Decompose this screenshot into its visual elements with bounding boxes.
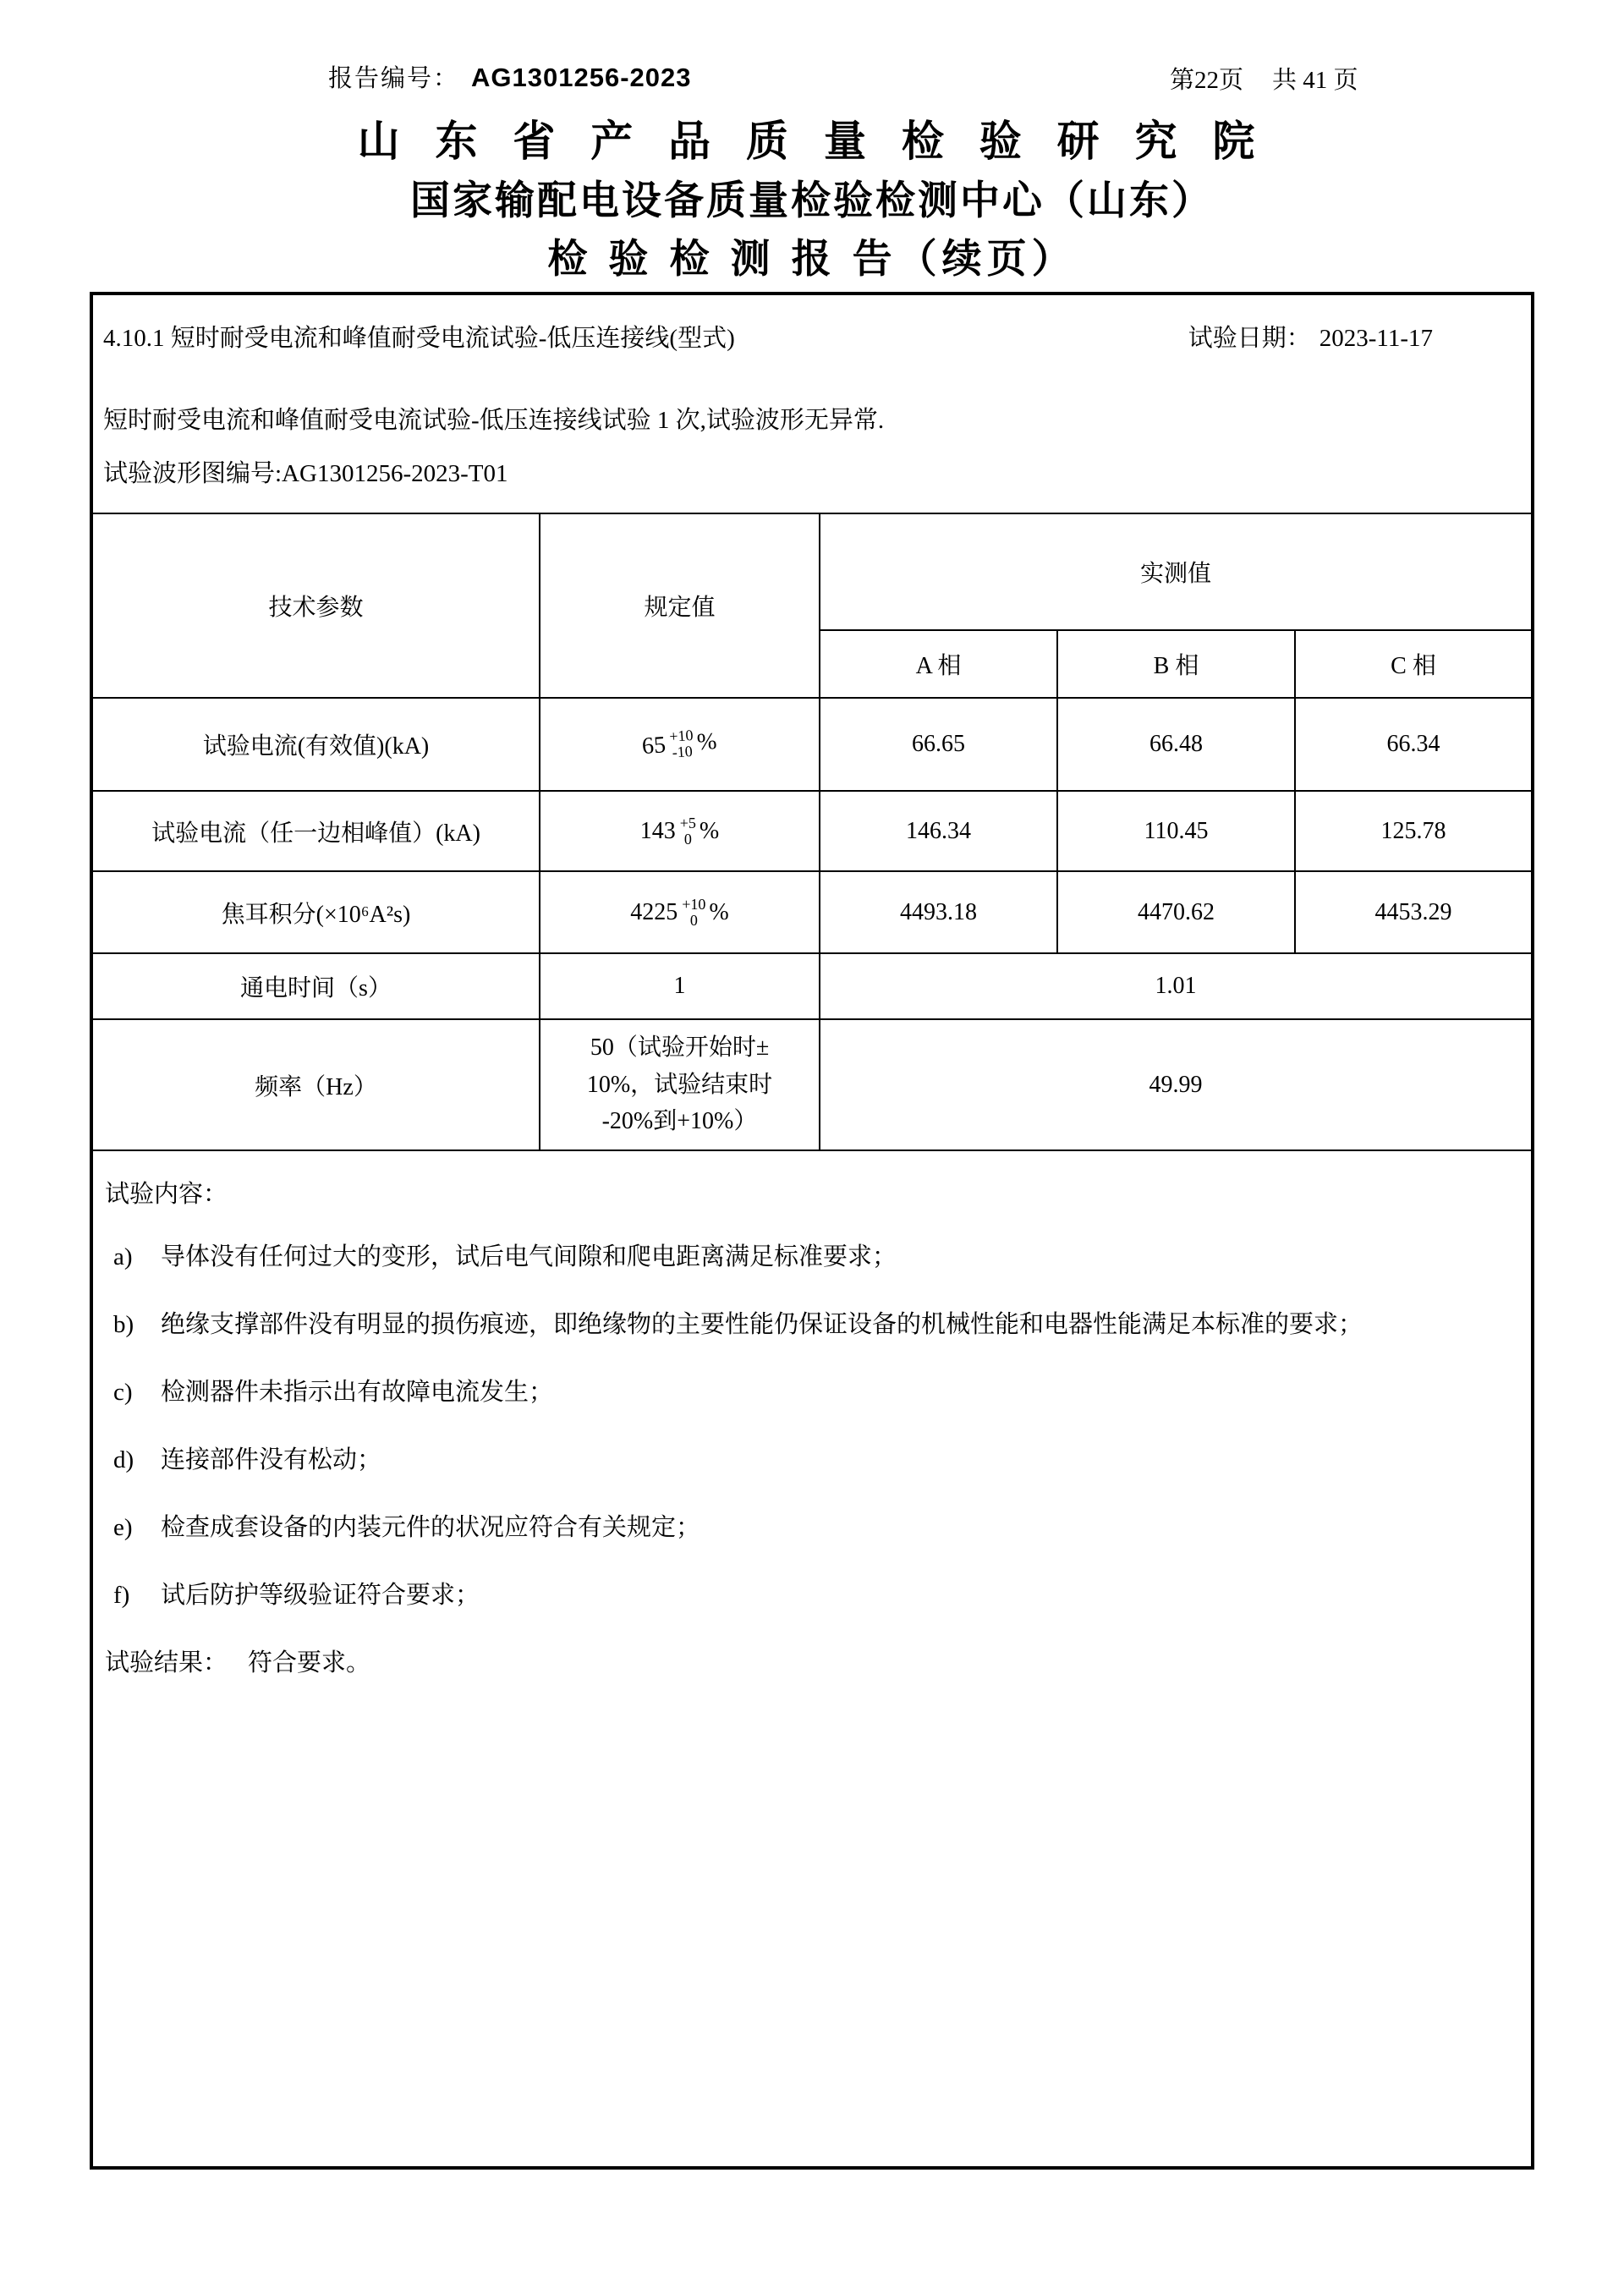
measured-value-cell: 66.34	[1295, 698, 1531, 791]
measured-value-cell: 110.45	[1057, 791, 1295, 871]
param-cell: 频率（Hz）	[93, 1019, 540, 1150]
table-row	[93, 791, 1531, 871]
report-number-label: 报告编号：	[328, 65, 460, 92]
column-header-param: 技术参数	[93, 513, 540, 698]
item-text: 连接部件没有松动；	[161, 1446, 382, 1473]
test-content-section	[93, 1163, 1531, 1694]
item-label: a)	[113, 1243, 133, 1270]
test-content-item	[105, 1361, 1519, 1424]
item-text: 试后防护等级验证符合要求；	[161, 1582, 480, 1609]
measured-value-cell: 4453.29	[1295, 871, 1531, 953]
param-cell: 通电时间（s）	[93, 953, 540, 1019]
item-label: b)	[113, 1311, 134, 1338]
phase-header: C 相	[1295, 630, 1531, 698]
measurement-table	[93, 513, 1531, 1151]
table-row	[93, 1019, 1531, 1150]
page-current: 第22页	[1170, 67, 1244, 94]
center-title: 国家输配电设备质量检验检测中心（山东）	[410, 178, 1214, 222]
param-cell: 试验电流（任一边相峰值）(kA)	[93, 791, 540, 871]
test-date	[1188, 319, 1433, 354]
item-text: 检查成套设备的内装元件的状况应符合有关规定；	[161, 1514, 701, 1541]
test-content-item	[105, 1564, 1519, 1627]
page-total: 共 41 页	[1272, 67, 1358, 94]
spec-cell: 1	[540, 953, 820, 1019]
test-content-item	[105, 1429, 1519, 1491]
report-number-value: AG1301256-2023	[471, 63, 692, 92]
test-content-item	[105, 1496, 1519, 1559]
section-heading: 4.10.1 短时耐受电流和峰值耐受电流试验-低压连接线(型式)	[103, 325, 735, 352]
table-row	[93, 871, 1531, 953]
report-title: 检 验 检 测 报 告（续页）	[547, 236, 1077, 281]
waveform-number: 试验波形图编号:AG1301256-2023-T01	[103, 460, 508, 487]
title-block	[0, 118, 1624, 281]
table-header-row	[93, 513, 1531, 630]
spec-cell: 50（试验开始时± 10%，试验结束时 -20%到+10%）	[540, 1019, 820, 1150]
section-header-row	[93, 295, 1531, 354]
measured-value-cell: 125.78	[1295, 791, 1531, 871]
test-content-item	[105, 1293, 1519, 1356]
item-label: d)	[113, 1446, 134, 1473]
spec-cell: 4225 +10 0 %	[540, 871, 820, 953]
table-row	[93, 698, 1531, 791]
report-body-box	[90, 292, 1534, 2170]
test-result-value: 符合要求。	[248, 1649, 371, 1676]
spec-cell: 65 +10 -10 %	[540, 698, 820, 791]
test-summary: 短时耐受电流和峰值耐受电流试验-低压连接线试验 1 次,试验波形无异常.	[103, 407, 885, 434]
measured-value-merged-cell: 1.01	[820, 953, 1531, 1019]
phase-header: A 相	[820, 630, 1057, 698]
page-indicator	[1170, 61, 1358, 96]
test-content-item	[105, 1226, 1519, 1288]
column-header-measured: 实测值	[820, 513, 1531, 630]
column-header-spec: 规定值	[540, 513, 820, 698]
measured-value-merged-cell: 49.99	[820, 1019, 1531, 1150]
item-label: c)	[113, 1379, 133, 1406]
measured-value-cell: 4470.62	[1057, 871, 1295, 953]
test-content-heading: 试验内容：	[105, 1181, 228, 1208]
document-header	[0, 59, 1624, 95]
test-content-list	[105, 1226, 1519, 1627]
measured-value-cell: 146.34	[820, 791, 1057, 871]
report-number-group	[328, 59, 692, 94]
institute-title: 山 东 省 产 品 质 量 检 验 研 究 院	[357, 118, 1267, 165]
measured-value-cell: 66.65	[820, 698, 1057, 791]
item-text: 导体没有任何过大的变形，试后电气间隙和爬电距离满足标准要求；	[161, 1243, 897, 1270]
param-cell: 焦耳积分(×10⁶A²s)	[93, 871, 540, 953]
item-text: 检测器件未指示出有故障电流发生；	[161, 1379, 554, 1406]
table-row	[93, 953, 1531, 1019]
item-label: e)	[113, 1514, 133, 1541]
test-result-label: 试验结果：	[105, 1649, 228, 1676]
measured-value-cell: 4493.18	[820, 871, 1057, 953]
param-cell: 试验电流(有效值)(kA)	[93, 698, 540, 791]
item-label: f)	[113, 1582, 130, 1609]
test-date-value: 2023-11-17	[1319, 325, 1433, 352]
spec-cell: 143 +5 0 %	[540, 791, 820, 871]
measured-value-cell: 66.48	[1057, 698, 1295, 791]
test-result-line	[105, 1632, 1519, 1694]
test-date-label: 试验日期：	[1188, 325, 1311, 352]
phase-header: B 相	[1057, 630, 1295, 698]
item-text: 绝缘支撑部件没有明显的损伤痕迹，即绝缘物的主要性能仍保证设备的机械性能和电器性能满足本标准的要求；	[161, 1311, 1363, 1338]
